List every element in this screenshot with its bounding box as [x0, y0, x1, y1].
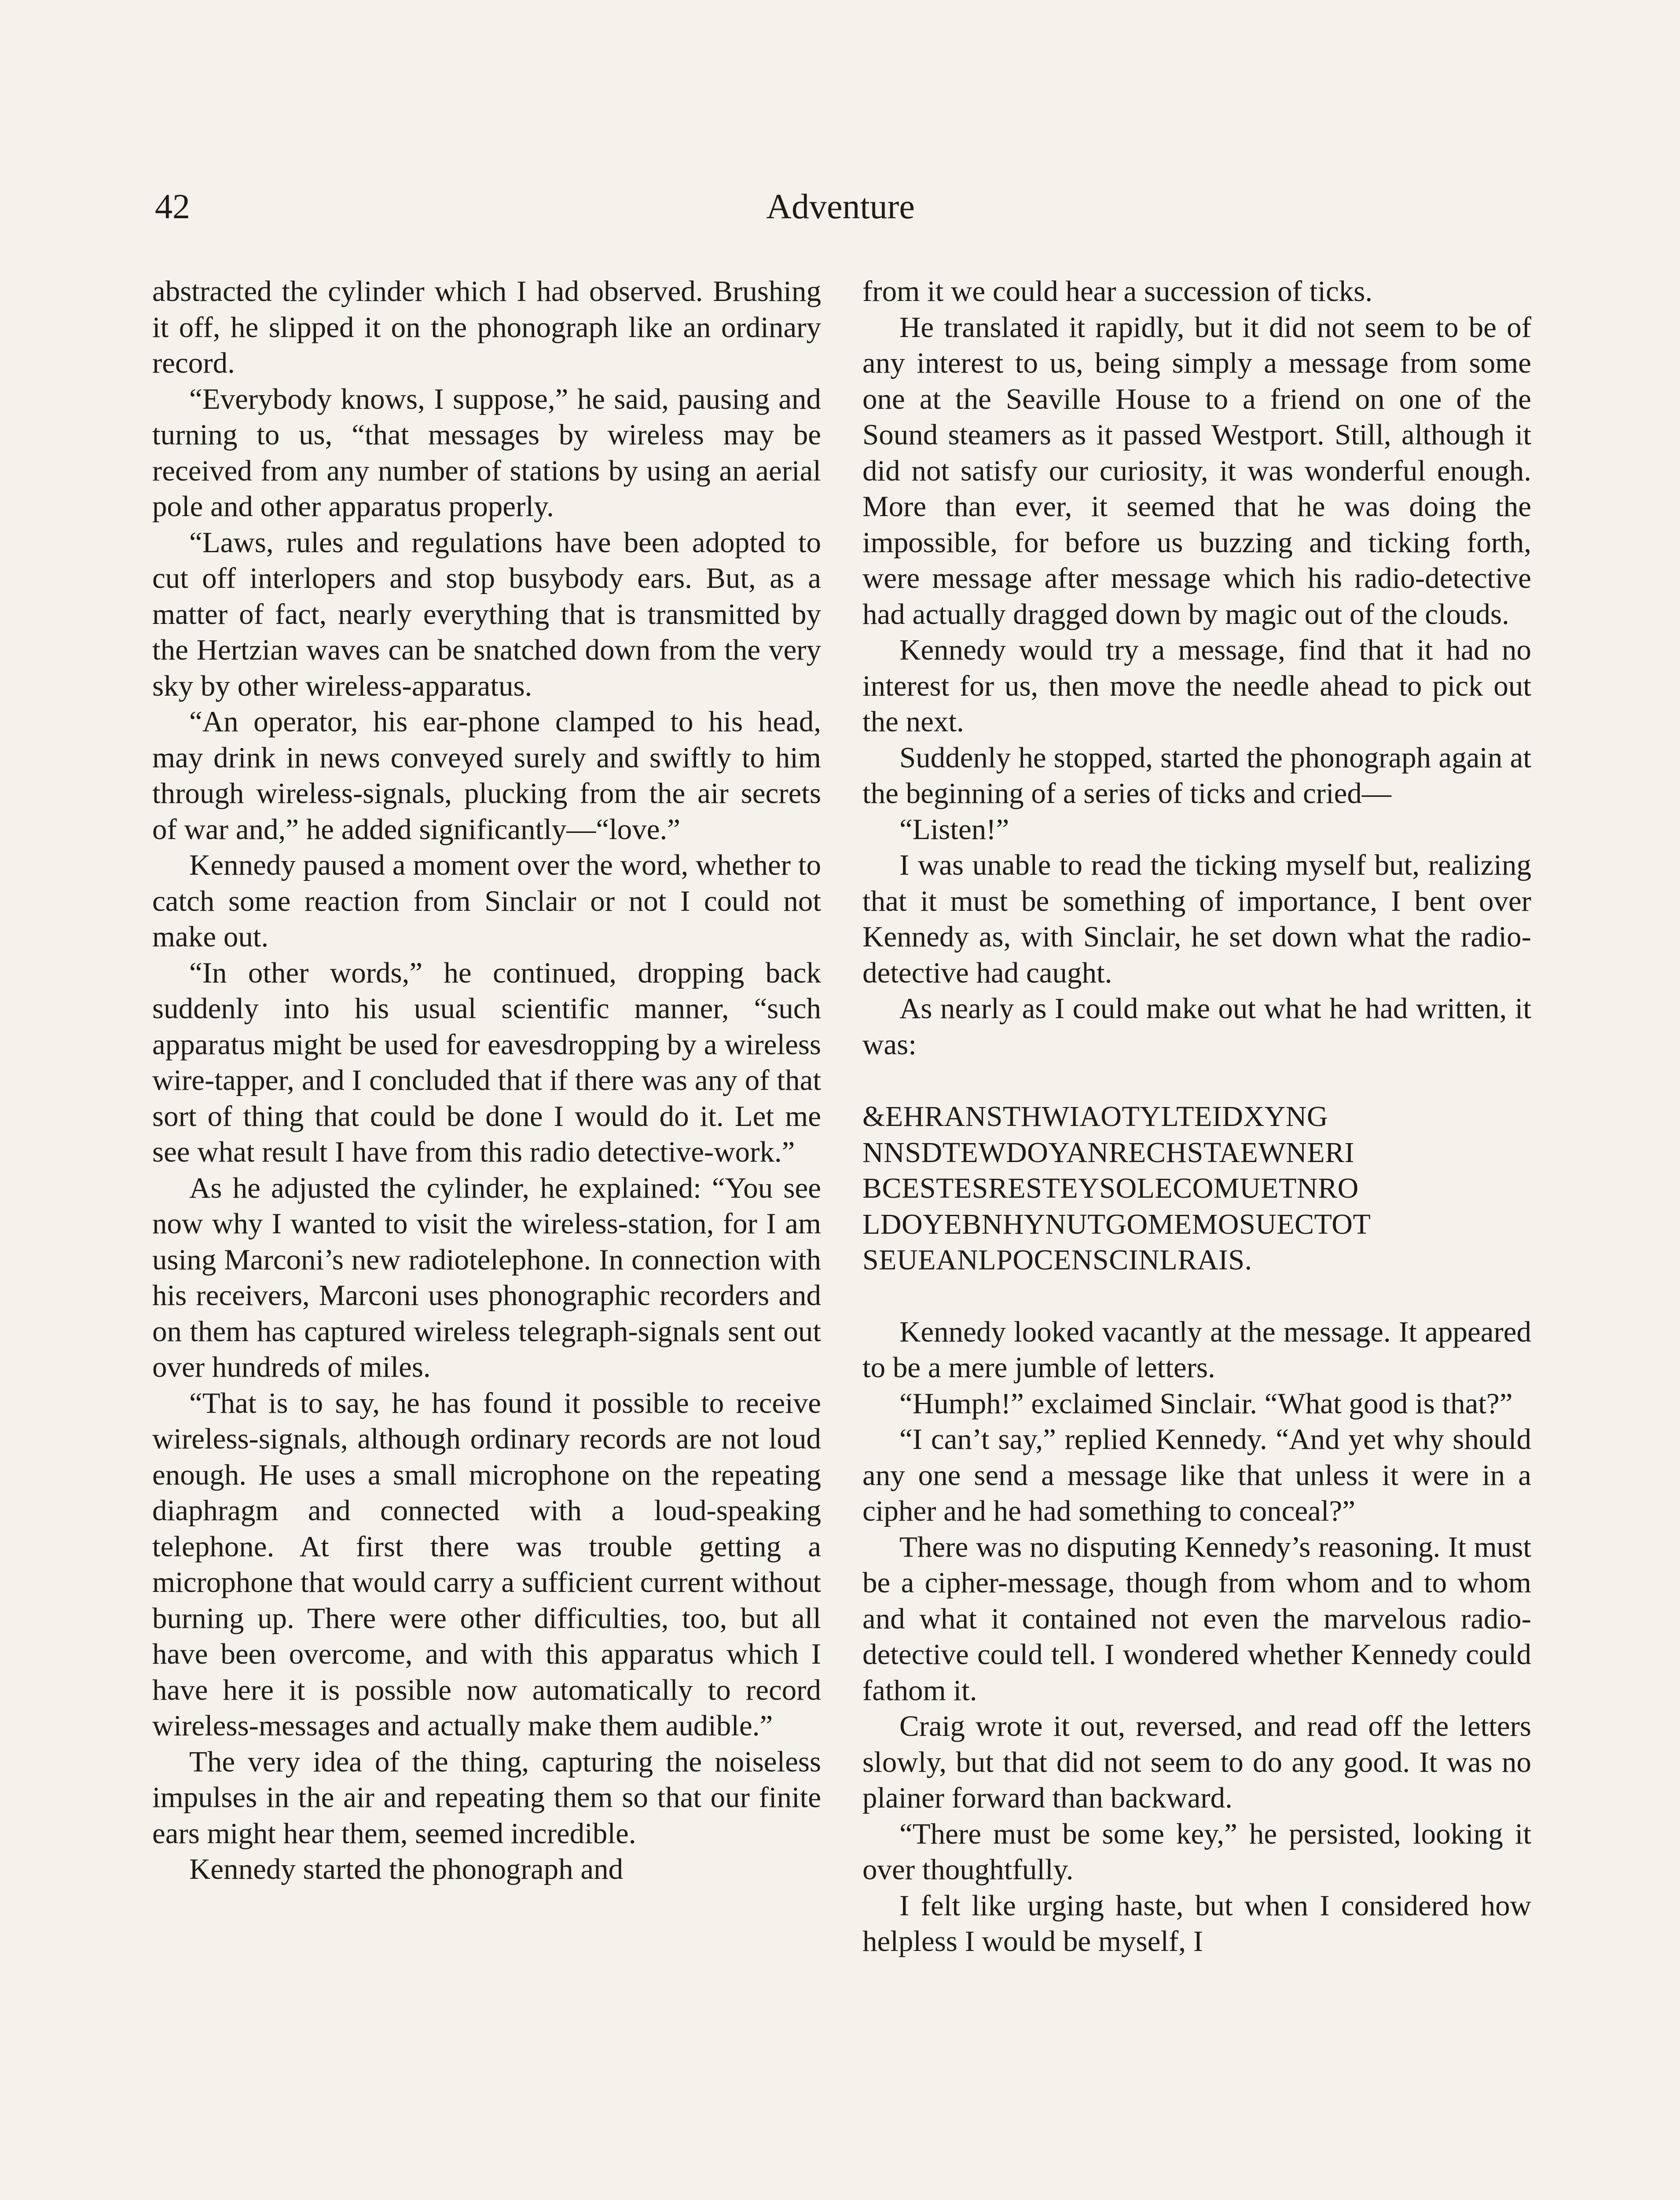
paragraph: I felt like urging haste, but when I considered how helpless I would be myself, I — [862, 1889, 1531, 1958]
paragraph: “In other words,” he continued, dropping back suddenly into his usual scientific manner, “such apparatus might be used for eavesdropping by a wireless wire-tapper, and I concluded that if there was any of that sort of thing that could be done I would do it. Let me see what result I have from this radio detective-work.” — [152, 956, 821, 1168]
page-header — [150, 180, 1531, 233]
paragraph: “Humph!” exclaimed Sinclair. “What good is that?” — [899, 1387, 1513, 1420]
paragraph: There was no disputing Kennedy’s reasoning. It must be a cipher-message, though from whom and to whom and what it contained not even the marvelous radio-detective could tell. I wondered whether Kennedy could fathom it. — [862, 1530, 1531, 1707]
paragraph: “That is to say, he has found it possible to receive wireless-signals, although ordinary records are not loud enough. He uses a small microphone on the repeating diaphragm and connected with a loud-speaking telephone. At first there was trouble getting a microphone that would carry a sufficient current without burning up. There were other difficulties, too, but all have been overcome, and with this apparatus which I have here it is possible now automatically to record wireless-messages and actually make them audible.” — [152, 1386, 821, 1742]
page-number: 42 — [155, 187, 190, 226]
paragraph: Kennedy started the phonograph and — [189, 1853, 624, 1885]
left-column — [152, 274, 821, 1888]
cipher-line: NNSDTEWDOYANRECHSTAEWNERI — [862, 1136, 1355, 1169]
right-column — [862, 274, 1531, 1960]
paragraph: “There must be some key,” he persisted, looking it over thoughtfully. — [862, 1817, 1531, 1886]
paragraph: Suddenly he stopped, started the phonograph again at the beginning of a series of ticks and cried— — [862, 741, 1531, 810]
cipher-line: BCESTESRESTEYSOLECOMUETNRO — [862, 1172, 1359, 1204]
paragraph: Kennedy looked vacantly at the message. It appeared to be a mere jumble of letters. — [862, 1315, 1531, 1384]
cipher-message — [862, 1099, 1531, 1278]
paragraph: “Everybody knows, I suppose,” he said, pausing and turning to us, “that messages by wireless may be received from any number of stations by using an aerial pole and other apparatus properly. — [152, 382, 821, 523]
paragraph: Kennedy paused a moment over the word, whether to catch some reaction from Sinclair or not I could not make out. — [152, 849, 821, 953]
paragraph: Craig wrote it out, reversed, and read off the letters slowly, but that did not seem to do any good. It was no plainer forward than backward. — [862, 1710, 1531, 1814]
paragraph: I was unable to read the ticking myself but, realizing that it must be something of importance, I bent over Kennedy as, with Sinclair, he set down what the radio-detective had caught. — [862, 849, 1531, 989]
cipher-line: LDOYEBNHYNUTGOMEMOSUECTOT — [862, 1208, 1371, 1240]
running-head: Adventure — [766, 187, 915, 226]
paragraph: The very idea of the thing, capturing the noiseless impulses in the air and repeating them so that our finite ears might hear them, seemed incredible. — [152, 1745, 821, 1850]
paragraph: “Laws, rules and regulations have been adopted to cut off interlopers and stop busybody ears. But, as a matter of fact, nearly everything that is transmitted by the Hertzian waves can be snatched down from the very sky by other wireless-apparatus. — [152, 526, 821, 702]
paragraph: “I can’t say,” replied Kennedy. “And yet why should any one send a message like that unless it were in a cipher and he had something to conceal?” — [862, 1423, 1531, 1527]
paragraph: As nearly as I could make out what he had written, it was: — [862, 992, 1531, 1061]
paragraph: from it we could hear a succession of ticks. — [862, 275, 1373, 308]
paragraph: “Listen!” — [899, 813, 1009, 846]
paragraph: abstracted the cylinder which I had observed. Brushing it off, he slipped it on the phonograph like an ordinary record. — [152, 275, 821, 379]
paragraph: He translated it rapidly, but it did not seem to be of any interest to us, being simply a message from some one at the Seaville House to a friend on one of the Sound steamers as it passed Westport. Still, although it did not satisfy our curiosity, it was wonderful enough. More than ever, it seemed that he was doing the impossible, for before us buzzing and ticking forth, were message after message which his radio-detective had actually dragged down by magic out of the clouds. — [862, 311, 1531, 631]
paragraph: Kennedy would try a message, find that it had no interest for us, then move the needle ahead to pick out the next. — [862, 634, 1531, 738]
paragraph: As he adjusted the cylinder, he explained: “You see now why I wanted to visit the wireless-station, for I am using Marconi’s new radiotelephone. In connection with his receivers, Marconi uses phonographic recorders and on them has captured wireless telegraph-signals sent out over hundreds of miles. — [152, 1171, 821, 1383]
cipher-line: &EHRANSTHWIAOTYLTEIDXYNG — [862, 1100, 1328, 1133]
paragraph: “An operator, his ear-phone clamped to his head, may drink in news conveyed surely and swiftly to him through wireless-signals, plucking from the air secrets of war and,” he added significantly—“love.” — [152, 705, 821, 846]
cipher-line: SEUEANLPOCENSCINLRAIS. — [862, 1244, 1252, 1276]
